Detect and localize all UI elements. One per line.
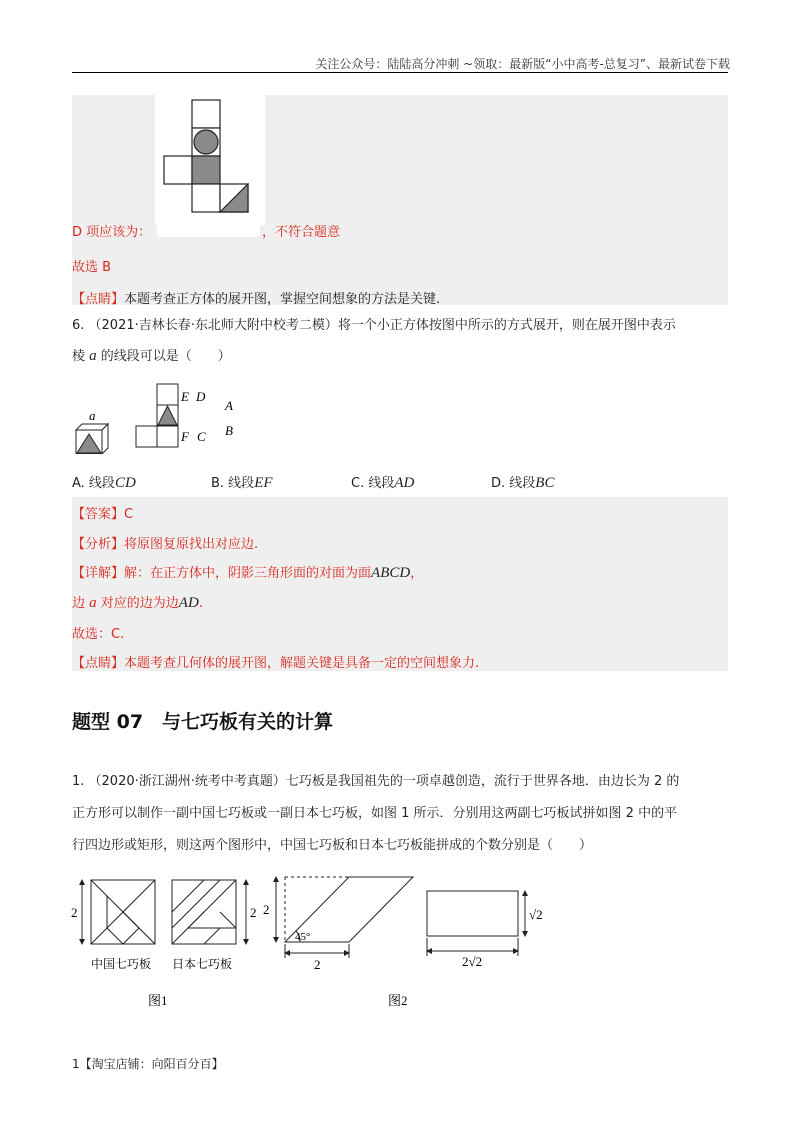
edge-pre: 边 [72, 596, 90, 611]
q6-option-b[interactable] [211, 472, 273, 492]
detail-math: ABCD [371, 565, 411, 581]
q6-solution-block [72, 497, 728, 671]
option-d-val: BC [535, 475, 555, 491]
edge-var: a [89, 595, 97, 611]
fig2-caption: 图2 [388, 993, 408, 1008]
japanese-tangram [172, 880, 236, 944]
q6-answer [72, 503, 133, 522]
option-c-val: AD [394, 475, 415, 491]
q6-option-a[interactable] [72, 472, 136, 492]
label-B: B [225, 423, 233, 438]
q6-stem-var: a [89, 348, 97, 364]
fig1-caption: 图1 [148, 993, 168, 1008]
label-E: E [181, 389, 189, 404]
cube-net-figure-d [155, 95, 265, 225]
q1-line2: 正方形可以制作一副中国七巧板或一副日本七巧板，如图 1 所示．分别用这两副七巧板试拼如图 2 中的平 [72, 806, 678, 821]
q6-stem-post: 的线段可以是（ ） [96, 349, 231, 364]
q6-analysis [72, 533, 258, 552]
prev-d-blank [157, 223, 260, 237]
q6-stem-line1: 6. （2021·吉林长春·东北师大附中校考二模）将一个小正方体按图中所示的方式展开，则在展开图中表示 [72, 318, 676, 333]
angle-label: 45° [295, 931, 311, 943]
edge-mid: 对应的边为边 [96, 596, 179, 611]
q6-stem-pre: 棱 [72, 349, 90, 364]
section-title: 题型 07 与七巧板有关的计算 [72, 711, 334, 733]
option-a-val: CD [114, 475, 136, 491]
detail-pre: 解：在正方体中，阴影三角形面的对面为面 [124, 566, 372, 581]
prev-d-label: D 项应该为： [72, 225, 152, 240]
para-height-label: 2 [263, 902, 270, 917]
q6-detail [72, 562, 423, 582]
option-d-key: D. 线段 [491, 476, 536, 491]
answer-tag: 【答案】 [72, 507, 125, 522]
analysis-tag: 【分析】 [72, 537, 125, 552]
prev-d-tail: ，不符合题意 [262, 225, 341, 240]
analysis-text: 将原图复原找出对应边. [124, 537, 259, 552]
q6-pick: 故选：C. [72, 627, 125, 642]
jp-tangram-caption: 日本七巧板 [172, 957, 233, 971]
q6-stem-line2 [72, 346, 231, 367]
option-b-key: B. 线段 [211, 476, 255, 491]
header-rule [72, 72, 728, 73]
small-cube [76, 424, 108, 454]
chinese-tangram [91, 880, 155, 944]
page-header: 关注公众号：陆陆高分冲刺 ~领取：最新版“小中高考-总复习”、最新试卷下载 [315, 57, 730, 71]
edge-math: AD [178, 595, 199, 611]
label-C: C [197, 429, 206, 444]
cube-net [136, 384, 178, 447]
q6-option-d[interactable] [491, 472, 554, 492]
edge-post: . [198, 596, 203, 611]
para-base-label: 2 [314, 957, 321, 972]
prev-dianjing [72, 288, 440, 307]
label-F: F [181, 429, 189, 444]
cn-tangram-caption: 中国七巧板 [91, 957, 152, 971]
option-a-key: A. 线段 [72, 476, 115, 491]
q1-line3: 行四边形或矩形，则这两个图形中，中国七巧板和日本七巧板能拼成的个数分别是（ ） [72, 838, 593, 853]
prev-dianjing-tag: 【点睛】 [72, 292, 125, 307]
rect-width-label: 2√2 [462, 954, 483, 969]
rect-height-label: √2 [529, 907, 543, 922]
q6-dianjing-tag: 【点睛】 [72, 656, 125, 671]
prev-d-option [72, 221, 151, 240]
label-A: A [225, 398, 233, 413]
detail-post: ， [410, 566, 424, 581]
q1-line1: 1. （2020·浙江湖州·统考中考真题）七巧板是我国祖先的一项卓越创造，流行于世界各地．由边长为 2 的 [72, 774, 680, 789]
prev-dianjing-text: 本题考查正方体的展开图，掌握空间想象的方法是关键. [124, 292, 441, 307]
q6-dianjing [72, 652, 479, 671]
q6-option-c[interactable] [351, 472, 414, 492]
q1-figures [70, 868, 630, 1018]
jp-side-label: 2 [250, 905, 257, 920]
option-b-val: EF [254, 475, 273, 491]
q6-edge [72, 592, 203, 612]
q6-figure [70, 382, 250, 454]
cn-side-label: 2 [71, 905, 78, 920]
label-D: D [196, 389, 206, 404]
detail-tag: 【详解】 [72, 566, 125, 581]
prev-pick: 故选 B [72, 260, 112, 275]
page-footer: 1【淘宝店铺：向阳百分百】 [72, 1057, 224, 1071]
option-c-key: C. 线段 [351, 476, 395, 491]
q6-dianjing-text: 本题考查几何体的展开图，解题关键是具备一定的空间想象力. [124, 656, 480, 671]
label-a: a [89, 408, 96, 423]
rectangle [427, 891, 518, 936]
answer-value: C [124, 507, 134, 522]
